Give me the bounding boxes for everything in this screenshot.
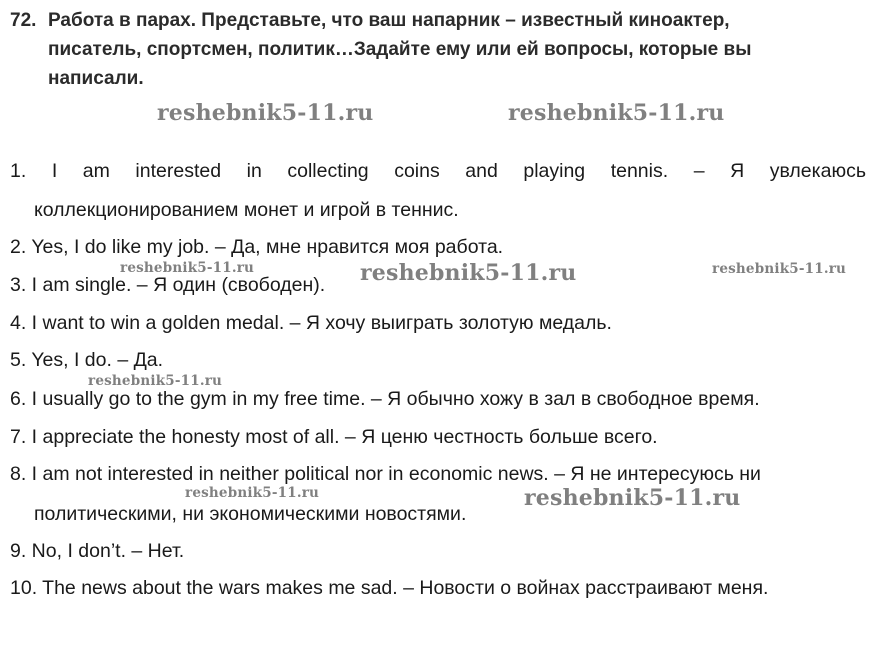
watermark: reshebnik5-11.ru bbox=[120, 260, 255, 276]
answer-10: 10. The news about the wars makes me sad. – Новости о войнах расстраивают меня. bbox=[10, 577, 769, 599]
answer-2: 2. Yes, I do like my job. – Да, мне нравится моя работа. bbox=[10, 236, 504, 258]
watermark: reshebnik5-11.ru bbox=[360, 260, 577, 286]
answer-1-word: collecting bbox=[287, 160, 369, 182]
answer-1-word: playing bbox=[523, 160, 586, 182]
answer-1-line-1 bbox=[10, 160, 866, 183]
watermark: reshebnik5-11.ru bbox=[712, 261, 847, 277]
answer-1-word: 1. bbox=[10, 160, 27, 182]
answer-1-word: увлекаюсь bbox=[769, 160, 866, 182]
task-text-line-2: писатель, спортсмен, политик…Задайте ему или ей вопросы, которые вы bbox=[48, 39, 752, 60]
answer-3: 3. I am single. – Я один (свободен). bbox=[10, 274, 326, 296]
answer-1-word: and bbox=[465, 160, 498, 182]
answer-1-word: Я bbox=[730, 160, 745, 182]
answer-1-word: I bbox=[51, 160, 58, 182]
answer-1-word: tennis. bbox=[610, 160, 669, 182]
answer-1-word: interested bbox=[135, 160, 222, 182]
answer-4: 4. I want to win a golden medal. – Я хочу выиграть золотую медаль. bbox=[10, 312, 612, 334]
task-text-line-1: Работа в парах. Представьте, что ваш напарник – известный киноактер, bbox=[48, 10, 730, 31]
task-text-line-3: написали. bbox=[48, 68, 144, 89]
answer-8-line-1: 8. I am not interested in neither political nor in economic news. – Я не интересуюсь ни bbox=[10, 463, 761, 485]
answer-1-line-2: коллекционированием монет и игрой в теннис. bbox=[34, 199, 459, 221]
watermark: reshebnik5-11.ru bbox=[88, 373, 223, 389]
watermark: reshebnik5-11.ru bbox=[524, 485, 741, 511]
answer-1-word: coins bbox=[394, 160, 440, 182]
answer-7: 7. I appreciate the honesty most of all. – Я ценю честность больше всего. bbox=[10, 426, 658, 448]
answer-6: 6. I usually go to the gym in my free time. – Я обычно хожу в зал в свободное время. bbox=[10, 388, 760, 410]
answer-1-word: am bbox=[82, 160, 110, 182]
answer-1-word: – bbox=[693, 160, 705, 182]
watermark: reshebnik5-11.ru bbox=[157, 100, 374, 126]
answer-8-line-2: политическими, ни экономическими новостями. bbox=[34, 503, 467, 525]
answer-9: 9. No, I don’t. – Нет. bbox=[10, 540, 185, 562]
watermark: reshebnik5-11.ru bbox=[508, 100, 725, 126]
task-number: 72. bbox=[10, 10, 37, 31]
answer-5: 5. Yes, I do. – Да. bbox=[10, 349, 164, 371]
answer-1-word: in bbox=[246, 160, 262, 182]
watermark: reshebnik5-11.ru bbox=[185, 485, 320, 501]
